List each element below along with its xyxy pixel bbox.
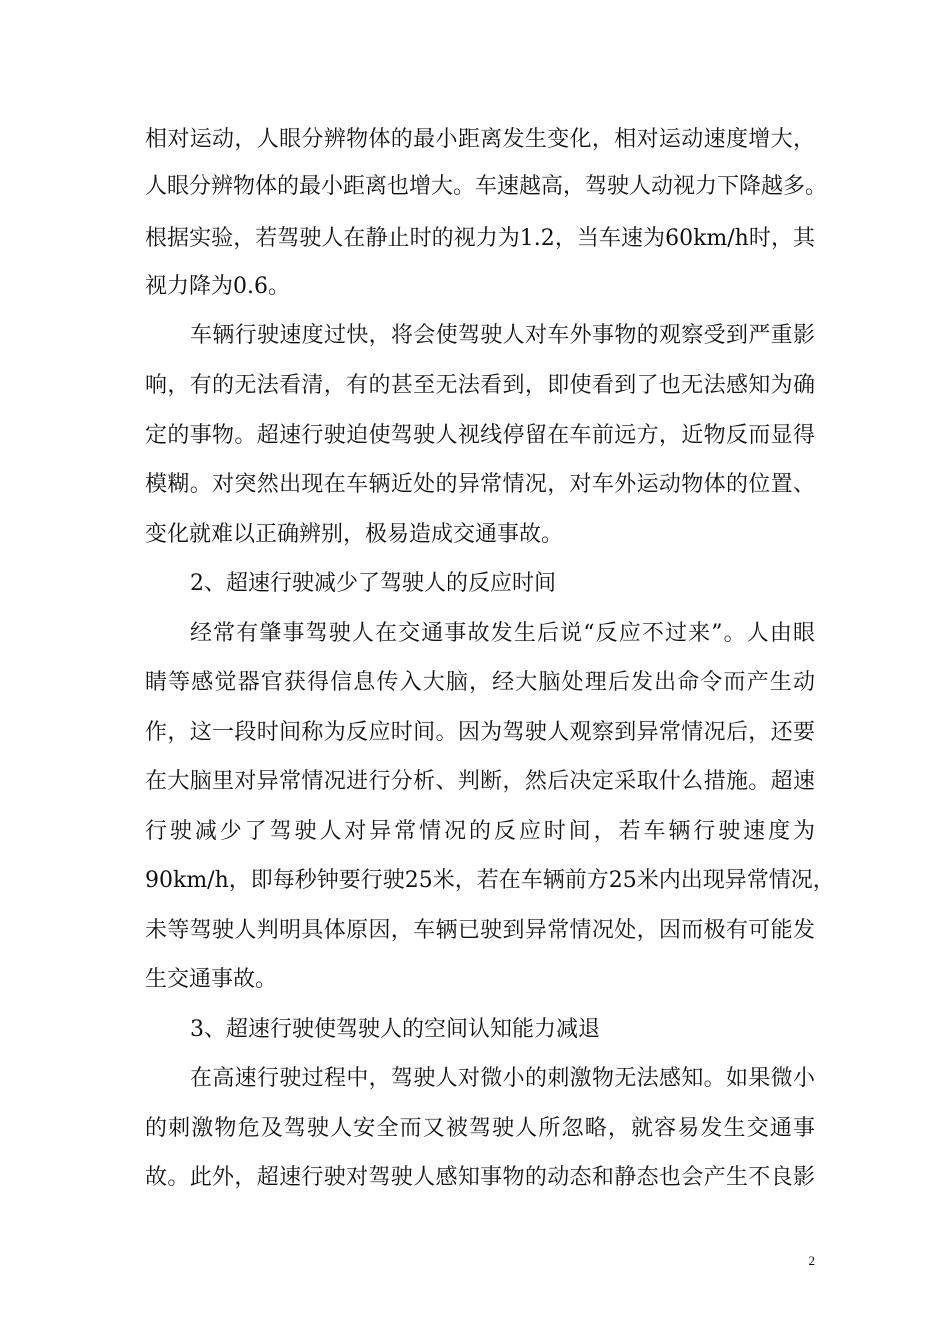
text-line: 变化就难以正确辨别，极易造成交通事故。 (145, 522, 564, 547)
text-line: 在大脑里对异常情况进行分析、判断，然后决定采取什么措施。超速 (145, 769, 815, 794)
text-line: 行驶减少了驾驶人对异常情况的反应时间，若车辆行驶速度为 (145, 819, 815, 844)
text-line: 的刺激物危及驾驶人安全而又被驾驶人所忽略，就容易发生交通事 (145, 1116, 815, 1141)
text-line: 响，有的无法看清，有的甚至无法看到，即使看到了也无法感知为确 (145, 373, 815, 398)
page-number: 2 (808, 1253, 815, 1268)
text-line: 模糊。对突然出现在车辆近处的异常情况，对车外运动物体的位置、 (145, 472, 815, 497)
text-line: 人眼分辨物体的最小距离也增大。车速越高，驾驶人动视力下降越多。 (145, 174, 828, 199)
section-heading: 2、超速行驶减少了驾驶人的反应时间 (190, 571, 556, 596)
text-line: 睛等感觉器官获得信息传入大脑，经大脑处理后发出命令而产生动 (145, 670, 815, 695)
text-line: 90km/h，即每秒钟要行驶25米，若在车辆前方25米内出现异常情况， (145, 868, 835, 893)
paragraph-first-line: 车辆行驶速度过快，将会使驾驶人对车外事物的观察受到严重影 (190, 323, 815, 348)
text-line: 根据实验，若驾驶人在静止时的视力为1.2，当车速为60km/h时，其 (145, 226, 815, 251)
text-line: 生交通事故。 (145, 967, 278, 992)
paragraph-first-line: 在高速行驶过程中，驾驶人对微小的刺激物无法感知。如果微小 (190, 1066, 815, 1091)
text-line: 未等驾驶人判明具体原因，车辆已驶到异常情况处，因而极有可能发 (145, 918, 815, 943)
section-heading: 3、超速行驶使驾驶人的空间认知能力减退 (190, 1017, 600, 1042)
text-line: 作，这一段时间称为反应时间。因为驾驶人观察到异常情况后，还要 (145, 720, 815, 745)
text-line: 定的事物。超速行驶迫使驾驶人视线停留在车前远方，近物反而显得 (145, 423, 815, 448)
text-line: 故。此外，超速行驶对驾驶人感知事物的动态和静态也会产生不良影 (145, 1165, 815, 1190)
text-line: 相对运动，人眼分辨物体的最小距离发生变化，相对运动速度增大， (145, 127, 815, 152)
paragraph-first-line: 经常有肇事驾驶人在交通事故发生后说“反应不过来”。人由眼 (190, 621, 815, 646)
text-line: 视力降为0.6。 (145, 274, 290, 299)
